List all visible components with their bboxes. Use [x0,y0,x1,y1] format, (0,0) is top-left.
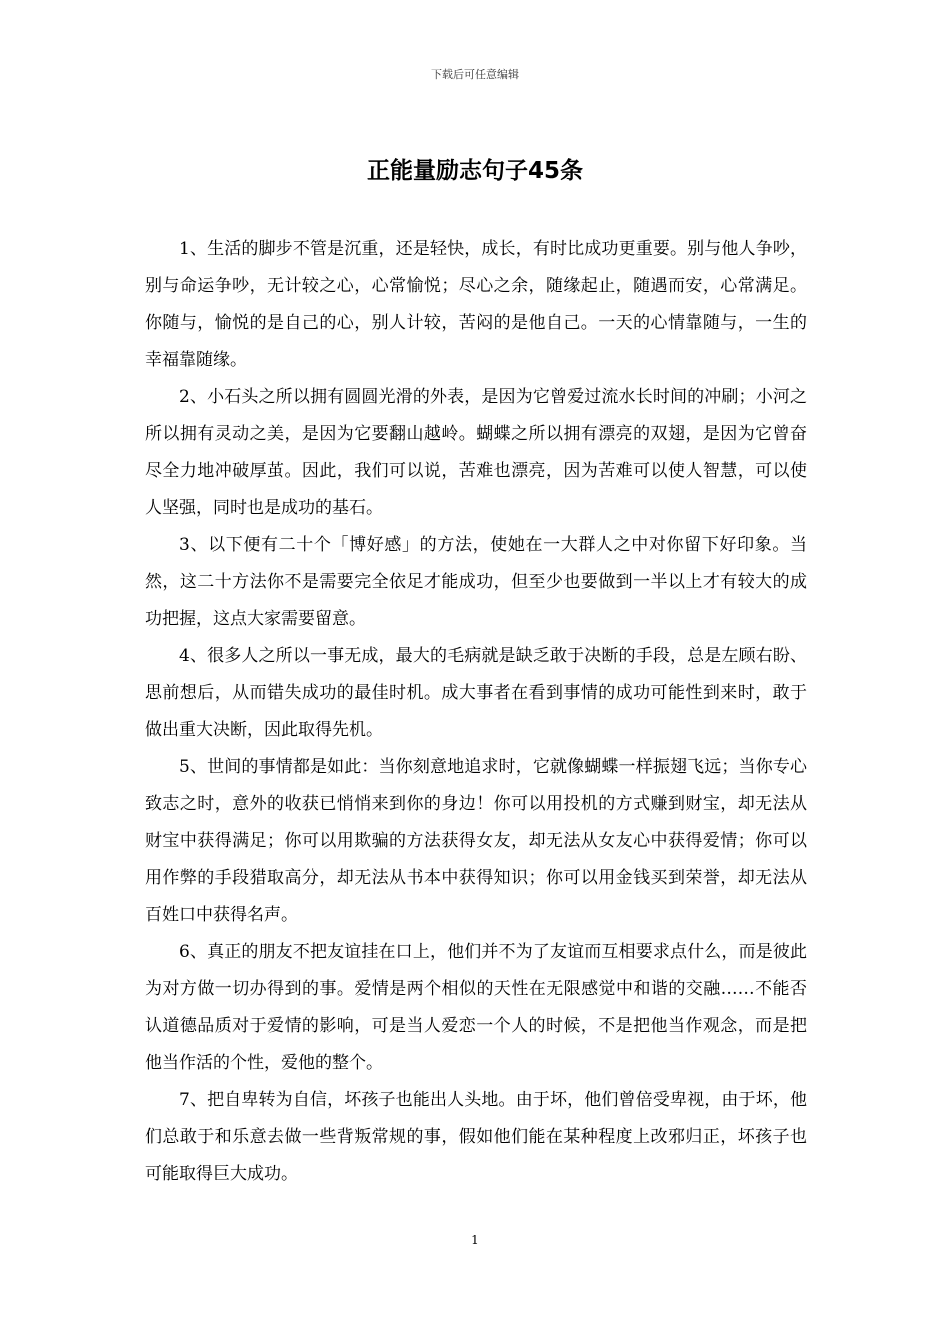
document-body [145,231,807,1193]
paragraph-1: 1、生活的脚步不管是沉重，还是轻快，成长，有时比成功更重要。别与他人争吵，别与命运争吵，无计较之心，心常愉悦；尽心之余，随缘起止，随遇而安，心常满足。你随与，愉悦的是自己的心，别人计较，苦闷的是他自己。一天的心情靠随与，一生的幸福靠随缘。 [145,239,807,370]
header-note: 下载后可任意编辑 [431,68,519,81]
paragraph-5: 5、世间的事情都是如此：当你刻意地追求时，它就像蝴蝶一样振翅飞远；当你专心致志之时，意外的收获已悄悄来到你的身边！你可以用投机的方式赚到财宝，却无法从财宝中获得满足；你可以用欺骗的方法获得女友，却无法从女友心中获得爱情；你可以用作弊的手段猎取高分，却无法从书本中获得知识；你可以用金钱买到荣誉，却无法从百姓口中获得名声。 [145,757,807,925]
paragraph-6: 6、真正的朋友不把友谊挂在口上，他们并不为了友谊而互相要求点什么，而是彼此为对方做一切办得到的事。爱情是两个相似的天性在无限感觉中和谐的交融……不能否认道德品质对于爱情的影响，可是当人爱恋一个人的时候，不是把他当作观念，而是把他当作活的个性，爱他的整个。 [145,942,807,1073]
document-title: 正能量励志句子45条 [366,158,583,184]
paragraph-2: 2、小石头之所以拥有圆圆光滑的外表，是因为它曾爱过流水长时间的冲刷；小河之所以拥有灵动之美，是因为它要翻山越岭。蝴蝶之所以拥有漂亮的双翅，是因为它曾奋尽全力地冲破厚茧。因此，我们可以说，苦难也漂亮，因为苦难可以使人智慧，可以使人坚强，同时也是成功的基石。 [145,387,807,518]
page-number: 1 [471,1233,479,1247]
paragraph-7: 7、把自卑转为自信，坏孩子也能出人头地。由于坏，他们曾倍受卑视，由于坏，他们总敢于和乐意去做一些背叛常规的事，假如他们能在某种程度上改邪归正，坏孩子也可能取得巨大成功。 [145,1090,807,1184]
paragraph-4: 4、很多人之所以一事无成，最大的毛病就是缺乏敢于决断的手段，总是左顾右盼、思前想后，从而错失成功的最佳时机。成大事者在看到事情的成功可能性到来时，敢于做出重大决断，因此取得先机。 [145,646,807,740]
paragraph-3: 3、以下便有二十个「博好感」的方法，使她在一大群人之中对你留下好印象。当然，这二十方法你不是需要完全依足才能成功，但至少也要做到一半以上才有较大的成功把握，这点大家需要留意。 [145,535,807,629]
